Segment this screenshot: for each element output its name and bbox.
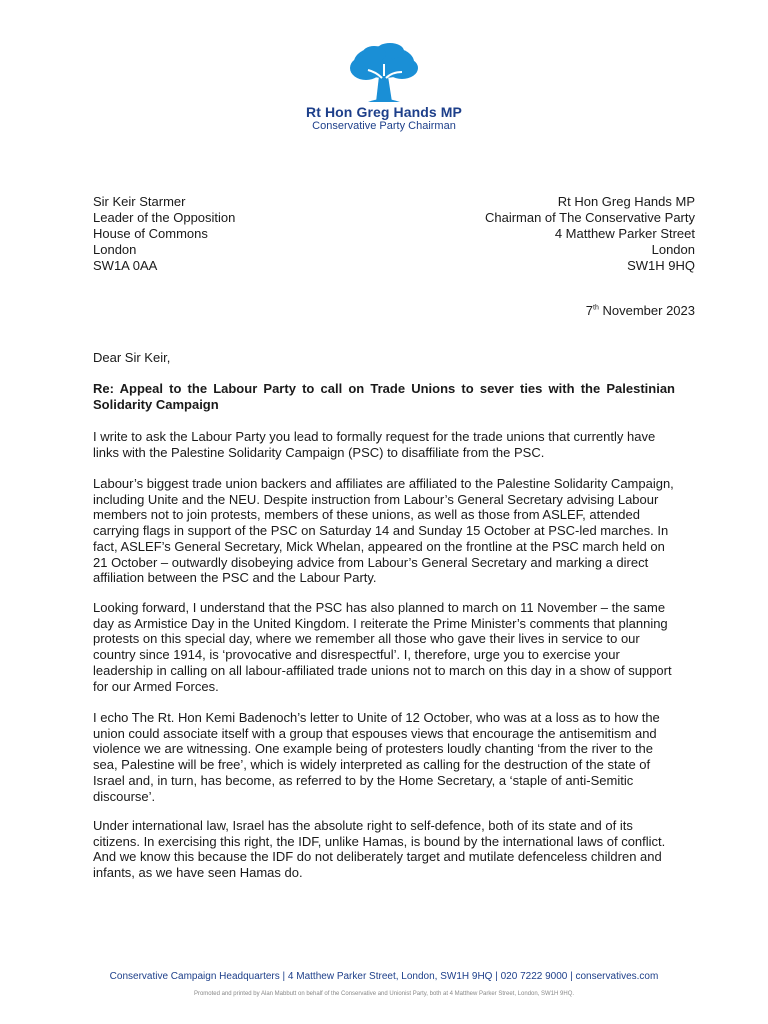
date-rest: November 2023 — [598, 303, 695, 318]
paragraph-2: Labour’s biggest trade union backers and affiliates are affiliated to the Palestine Solidarity Campaign, including Unite and the NEU. Despite instruction from Labour’s General Secretary advising Labour members not to join protests, members of these unions, as well as those from ASLEF, attended carrying flags in support of the PSC on Saturday 14 and Sunday 15 October at PSC-led marches. In fact, ASLEF’s General Secretary, Mick Whelan, appeared on the frontline at the PSC march held on 21 October – outwardly disobeying advice from Labour’s General Secretary and marking a direct affiliation between the PSC and the Labour Party. — [93, 476, 674, 586]
footer-imprint: Promoted and printed by Alan Mabbutt on behalf of the Conservative and Unionist Party, both at 4 Matthew Parker Street, London, SW1H 9HQ. — [193, 991, 575, 997]
paragraph-1: I write to ask the Labour Party you lead to formally request for the trade unions that currently have links with the Palestine Solidarity Campaign (PSC) to disaffiliate from the PSC. — [93, 429, 656, 460]
recipient-address — [93, 194, 235, 274]
date-day: 7 — [585, 303, 594, 318]
salutation: Dear Sir Keir, — [93, 350, 171, 365]
sender-address — [485, 194, 695, 274]
sender-line: Rt Hon Greg Hands MP — [557, 194, 695, 209]
paragraph-3: Looking forward, I understand that the PSC has also planned to march on 11 November – the same day as Armistice Day in the United Kingdom. I reiterate the Prime Minister’s comments that planning protests on this special day, where we remember all those who gave their lives in service to our country since 1914, is ‘provocative and disrespectful’. I, therefore, urge you to exercise your leadership in calling on all labour-affiliated trade unions not to march on this day in a show of support for our Armed Forces. — [93, 600, 672, 694]
sender-line: London — [651, 242, 695, 257]
recipient-line: Sir Keir Starmer — [93, 194, 186, 209]
letter-date — [586, 303, 695, 318]
recipient-line: Leader of the Opposition — [93, 210, 236, 225]
paragraph-5: Under international law, Israel has the absolute right to self-defence, both of its state and of its citizens. In exercising this right, the IDF, unlike Hamas, is bound by the international laws of conflict. And we know this because the IDF do not deliberately target and mutilate defenceless children and infants, as we have seen Hamas do. — [93, 818, 666, 881]
sender-line: Chairman of The Conservative Party — [484, 210, 695, 225]
header-title: Conservative Party Chairman — [312, 120, 456, 132]
footer-contact: Conservative Campaign Headquarters | 4 Matthew Parker Street, London, SW1H 9HQ | 020 7222 9000 | conservatives.com — [109, 971, 659, 982]
subject-line: Re: Appeal to the Labour Party to call on Trade Unions to sever ties with the Palestinian Solidarity Campaign — [93, 381, 675, 412]
paragraph-4: I echo The Rt. Hon Kemi Badenoch’s letter to Unite of 12 October, who was at a loss as to how the union could associate itself with a group that espouses views that encourage the antisemitism and violence we are witnessing. One example being of protesters loudly chanting ‘from the river to the sea, Palestine will be free’, which is widely interpreted as calling for the destruction of the state of Israel and, in turn, has become, as referred to by the Home Secretary, a ‘staple of anti-Semitic discourse’. — [93, 710, 660, 804]
sender-line: 4 Matthew Parker Street — [554, 226, 695, 241]
sender-line: SW1H 9HQ — [627, 258, 695, 273]
header-name: Rt Hon Greg Hands MP — [305, 104, 462, 120]
recipient-line: House of Commons — [93, 226, 208, 241]
date-suffix: th — [593, 304, 599, 312]
recipient-line: SW1A 0AA — [93, 258, 158, 273]
recipient-line: London — [93, 242, 137, 257]
conservative-tree-logo — [346, 42, 422, 104]
